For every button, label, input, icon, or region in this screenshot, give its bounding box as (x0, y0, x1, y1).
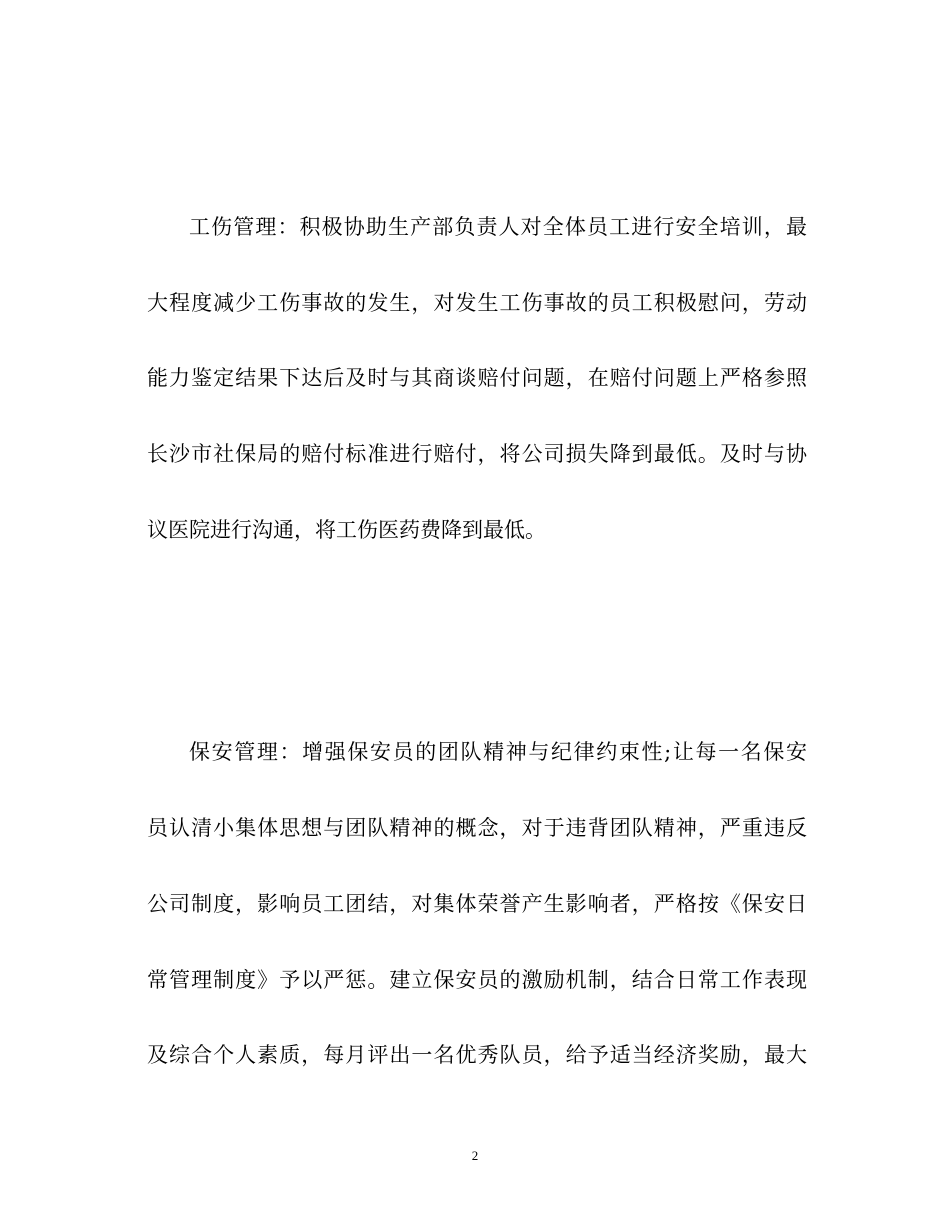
paragraph-line: 保安管理：增强保安员的团队精神与纪律约束性;让每一名保安 (189, 740, 807, 764)
paragraph-line: 工伤管理：积极协助生产部负责人对全体员工进行安全培训，最 (189, 215, 807, 239)
paragraph-line: 及综合个人素质，每月评出一名优秀队员，给予适当经济奖励，最大 (147, 1043, 807, 1067)
paragraph-line: 能力鉴定结果下达后及时与其商谈赔付问题，在赔付问题上严格参照 (147, 366, 807, 390)
paragraph-line: 员认清小集体思想与团队精神的概念，对于违背团队精神，严重违反 (147, 816, 807, 840)
page-number: 2 (471, 1148, 479, 1163)
paragraph-line: 公司制度，影响员工团结，对集体荣誉产生影响者，严格按《保安日 (147, 892, 807, 916)
paragraph-line: 大程度减少工伤事故的发生，对发生工伤事故的员工积极慰问，劳动 (147, 291, 807, 315)
paragraph-line: 议医院进行沟通，将工伤医药费降到最低。 (147, 518, 546, 542)
paragraph-line: 长沙市社保局的赔付标准进行赔付，将公司损失降到最低。及时与协 (147, 442, 807, 466)
paragraph-line: 常管理制度》予以严惩。建立保安员的激励机制，结合日常工作表现 (147, 968, 807, 992)
